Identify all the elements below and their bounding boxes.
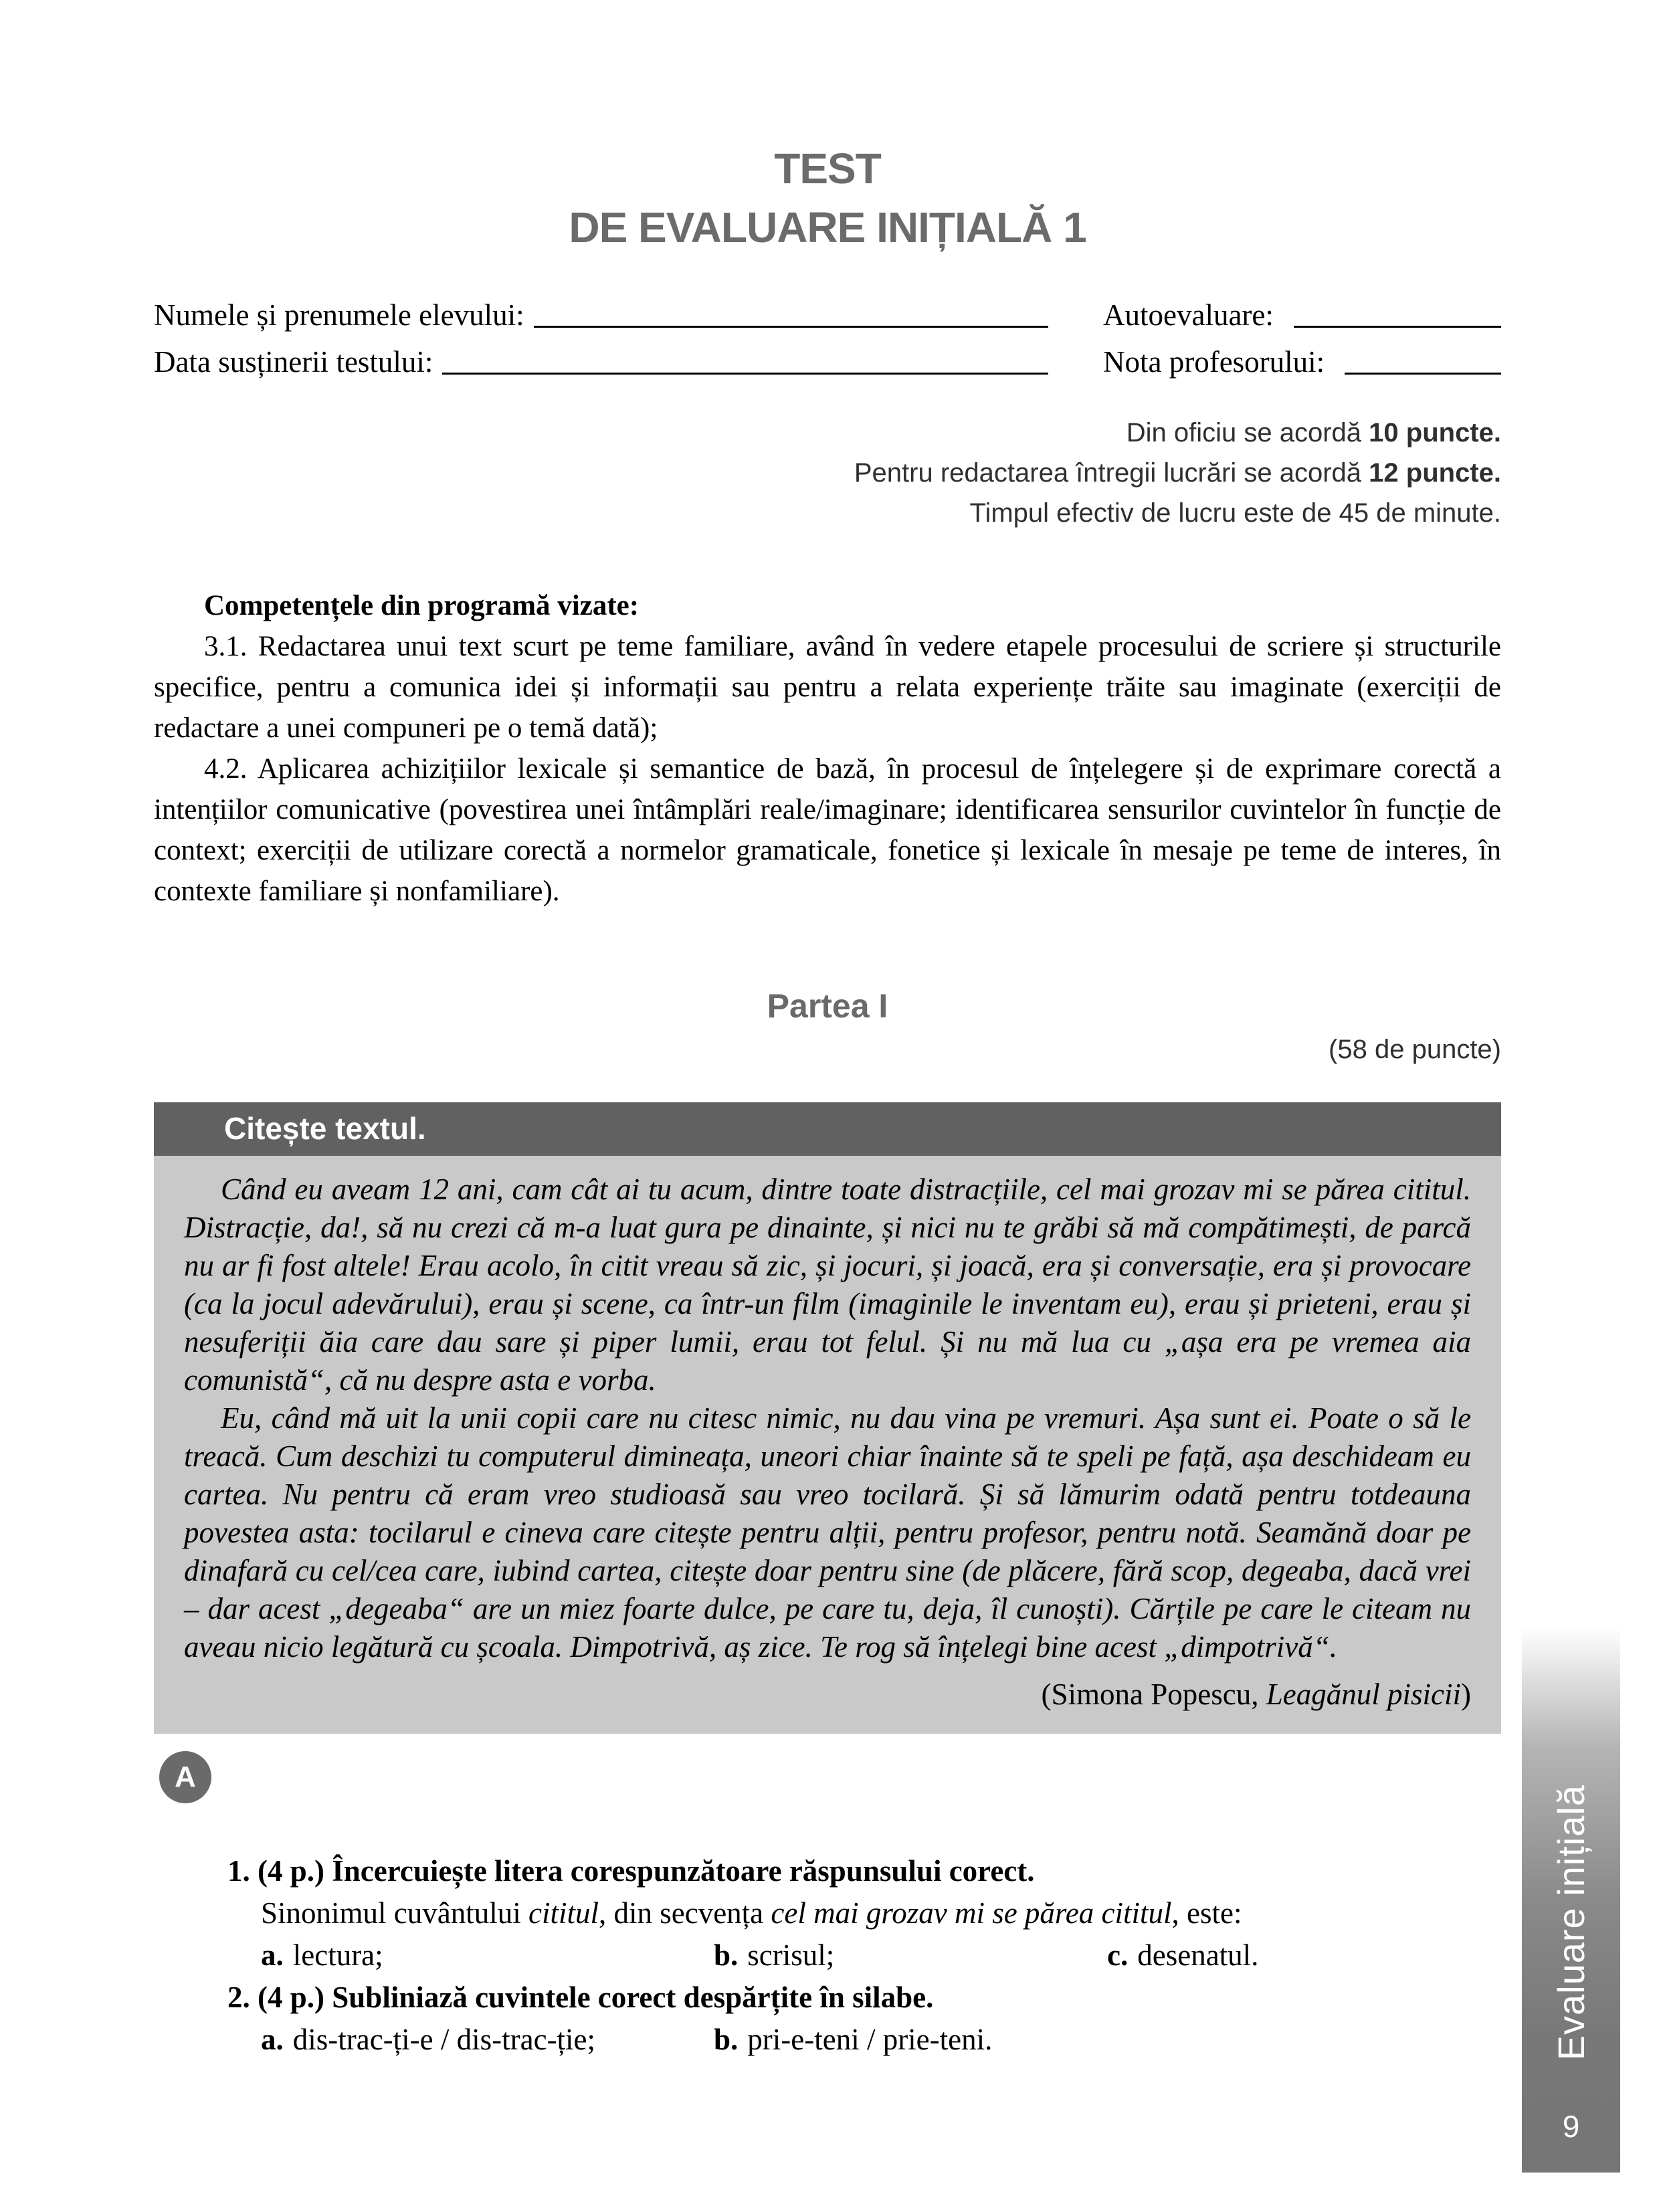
student-name-group bbox=[154, 298, 1048, 332]
teacher-grade-group bbox=[1103, 344, 1501, 379]
competency-item-3-1: 3.1. Redactarea unui text scurt pe teme familiare, având în vedere etapele procesului de scriere și structurile specifice, pentru a comunica idei și informații sau pentru a relata experiențe trăite sau imaginate (exerciții de redactare a unei compuneri pe o temă dată); bbox=[154, 630, 1501, 744]
student-name-blank-line bbox=[534, 321, 1048, 328]
q1-option-a-text: lectura; bbox=[292, 1938, 383, 1972]
competencies-section bbox=[154, 585, 1501, 912]
question-1-prompt: 1. (4 p.) Încercuiește litera corespunzătoare răspunsului corect. bbox=[227, 1854, 1035, 1888]
chapter-label: Evaluare inițială bbox=[1550, 1784, 1592, 2060]
note-time-limit: Timpul efectiv de lucru este de 45 de minute. bbox=[969, 498, 1501, 528]
self-evaluation-blank-line bbox=[1294, 321, 1501, 328]
q1-option-a-letter: a. bbox=[261, 1938, 284, 1972]
questions-section bbox=[227, 1850, 1501, 2061]
teacher-grade-label: Nota profesorului: bbox=[1103, 344, 1325, 379]
competency-item-4-2: 4.2. Aplicarea achizițiilor lexicale și semantice de bază, în procesul de înțelegere și de exprimare corectă a intențiilor comunicative (povestirea unei întâmplări reale/imaginare; identificarea sensurilor cuvintelor în funcție de context; exerciții de utilizare corectă a normelor gramaticale, fonetice și lexicale în mesaje pe teme de interes, în contexte familiare și nonfamiliare). bbox=[154, 752, 1501, 907]
form-row-name bbox=[154, 298, 1501, 332]
reading-box-body bbox=[154, 1156, 1501, 1734]
test-date-label: Data susținerii testului: bbox=[154, 344, 433, 379]
q1-statement-word: cititul bbox=[528, 1896, 599, 1930]
reading-attribution bbox=[184, 1676, 1471, 1714]
note-office-points-text: Din oficiu se acordă bbox=[1126, 417, 1369, 447]
q2-option-a-text: dis-trac-ți-e / dis-trac-ție; bbox=[292, 2023, 596, 2056]
note-office-points-value: 10 puncte. bbox=[1369, 417, 1501, 447]
attribution-suffix: ) bbox=[1461, 1678, 1471, 1711]
page-title bbox=[154, 0, 1501, 258]
q1-option-b-letter: b. bbox=[714, 1938, 739, 1972]
reading-box-header: Citește textul. bbox=[154, 1102, 1501, 1156]
question-1-options bbox=[261, 1934, 1501, 1977]
student-info-form bbox=[154, 298, 1501, 379]
q1-option-b-text: scrisul; bbox=[747, 1938, 835, 1972]
note-redaction-points bbox=[154, 453, 1501, 493]
scoring-notes bbox=[154, 413, 1501, 533]
question-2-prompt: 2. (4 p.) Subliniază cuvintele corect despărțite în silabe. bbox=[227, 1981, 934, 2014]
q2-option-b bbox=[714, 2019, 992, 2061]
reading-text-box bbox=[154, 1102, 1501, 1734]
part-one-heading: Partea I bbox=[767, 987, 888, 1025]
question-2-options bbox=[261, 2019, 1501, 2061]
q1-statement-sequence: cel mai grozav mi se părea cititul bbox=[771, 1896, 1172, 1930]
self-evaluation-label: Autoevaluare: bbox=[1103, 298, 1274, 332]
q1-option-b bbox=[714, 1934, 1107, 1977]
q2-option-a bbox=[261, 2019, 714, 2061]
page-content bbox=[154, 0, 1501, 2061]
note-office-points bbox=[154, 413, 1501, 453]
q2-option-a-letter: a. bbox=[261, 2023, 284, 2056]
q1-option-c-letter: c. bbox=[1107, 1938, 1129, 1972]
chapter-sidebar bbox=[1522, 1627, 1620, 2173]
q1-statement-run-2: , din secvența bbox=[599, 1896, 771, 1930]
note-redaction-points-value: 12 puncte. bbox=[1369, 458, 1501, 488]
competencies-heading: Competențele din programă vizate: bbox=[204, 589, 640, 621]
q1-option-c bbox=[1107, 1934, 1258, 1977]
test-date-group bbox=[154, 344, 1048, 379]
title-line-1: TEST bbox=[774, 144, 881, 193]
part-one-points: (58 de puncte) bbox=[1329, 1035, 1501, 1064]
q1-option-a bbox=[261, 1934, 714, 1977]
note-redaction-points-text: Pentru redactarea întregii lucrări se acordă bbox=[854, 458, 1369, 488]
question-1-statement bbox=[261, 1892, 1501, 1934]
form-row-date bbox=[154, 344, 1501, 379]
reading-paragraph-2: Eu, când mă uit la unii copii care nu citesc nimic, nu dau vina pe vremuri. Așa sunt ei. Poate o să le treacă. Cum deschizi tu computerul dimineața, uneori chiar înainte să te speli pe față, așa deschideam eu cartea. Nu pentru că eram vreo studioasă sau vreo tocilară. Și să lămurim odată pentru totdeauna povestea asta: tocilarul e cineva care citește pentru alții, pentru profesor, pentru notă. Seamănă doar pe dinafară cu cel/cea care, iubind cartea, citește doar pentru sine (de plăcere, fără scop, degeaba, dacă vrei – dar acest „degeaba“ are un miez foarte dulce, pe care tu, deja, îl cunoști). Cărțile pe care le citeam nu aveau nicio legătură cu școala. Dimpotrivă, aș zice. Te rog să înțelegi bine acest „dimpotrivă“. bbox=[184, 1401, 1471, 1664]
attribution-work-title: Leagănul pisicii bbox=[1266, 1678, 1461, 1711]
self-evaluation-group bbox=[1103, 298, 1501, 332]
q2-option-b-letter: b. bbox=[714, 2023, 739, 2056]
q2-option-b-text: pri-e-teni / prie-teni. bbox=[747, 2023, 993, 2056]
chapter-label-wrap bbox=[1522, 1785, 1620, 2060]
teacher-grade-blank-line bbox=[1345, 368, 1501, 375]
title-line-2: DE EVALUARE INIȚIALĂ 1 bbox=[569, 203, 1086, 252]
q1-option-c-text: desenatul. bbox=[1137, 1938, 1259, 1972]
attribution-author: (Simona Popescu, bbox=[1041, 1678, 1266, 1711]
test-date-blank-line bbox=[442, 368, 1048, 375]
q1-statement-run-1: Sinonimul cuvântului bbox=[261, 1896, 528, 1930]
reading-paragraph-1: Când eu aveam 12 ani, cam cât ai tu acum, dintre toate distracțiile, cel mai grozav mi se părea cititul. Distracție, da!, să nu crezi că m-a luat gura pe dinainte, și nici nu te grăbi să mă compătimești, de parcă nu ar fi fost altele! Erau acolo, în citit vreau să zic, și jocuri, și joacă, era și conversație, era și provocare (ca la jocul adevărului), erau și scene, ca într-un film (imaginile le inventam eu), erau și prieteni, erau și nesuferiții ăia care dau sare și piper lumii, erau tot felul. Și nu mă lua cu „așa era pe vremea aia comunistă“, că nu despre asta e vorba. bbox=[184, 1173, 1471, 1397]
q1-statement-run-3: , este: bbox=[1171, 1896, 1242, 1930]
student-name-label: Numele și prenumele elevului: bbox=[154, 298, 524, 332]
section-a-badge: A bbox=[159, 1751, 211, 1803]
page-number: 9 bbox=[1562, 2109, 1580, 2144]
